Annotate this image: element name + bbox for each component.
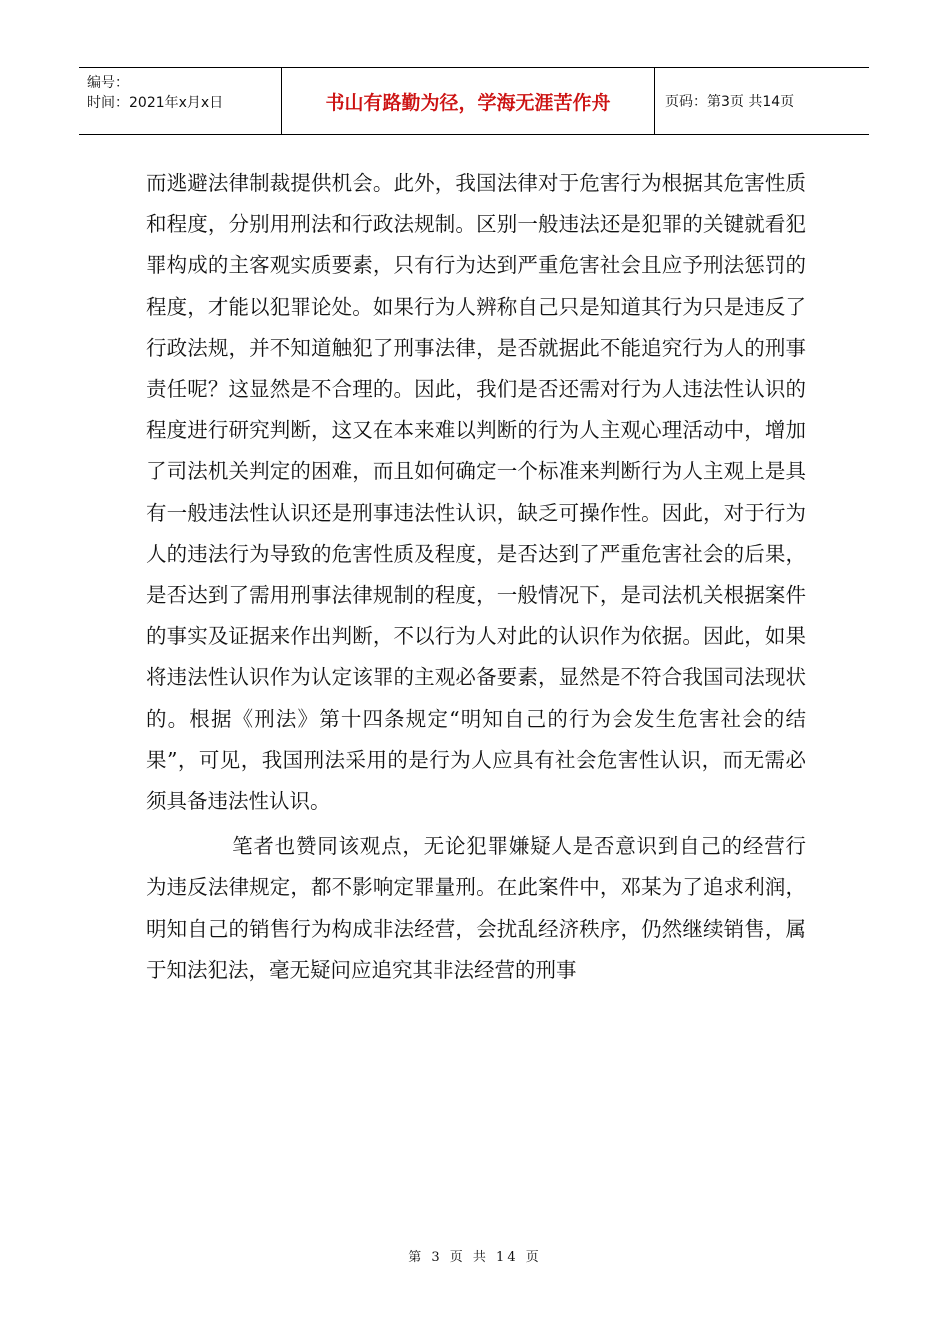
header-motto: 书山有路勤为径，学海无涯苦作舟 <box>282 68 655 134</box>
page-footer: 第 3 页 共 14 页 <box>408 1250 542 1265</box>
body-paragraph: 而逃避法律制裁提供机会。此外，我国法律对于危害行为根据其危害性质和程度，分别用刑法和行政法规制。区别一般违法还是犯罪的关键就看犯罪构成的主客观实质要素，只有行为达到严重危害社会且应予刑法惩罚的程度，才能以犯罪论处。如果行为人辨称自己只是知道其行为只是违反了行政法规，并不知道触犯了刑事法律，是否就据此不能追究行为人的刑事责任呢？这显然是不合理的。因此，我们是否还需对行为人违法性认识的程度进行研究判断，这又在本来难以判断的行为人主观心理活动中，增加了司法机关判定的困难，而且如何确定一个标准来判断行为人主观上是具有一般违法性认识还是刑事违法性认识，缺乏可操作性。因此，对于行为人的违法行为导致的危害性质及程度，是否达到了严重危害社会的后果，是否达到了需用刑事法律规制的程度，一般情况下，是司法机关根据案件的事实及证据来作出判断，不以行为人对此的认识作为依据。因此，如果将违法性认识作为认定该罪的主观必备要素，显然是不符合我国司法现状的。根据《刑法》第十四条规定“明知自己的行为会发生危害社会的结果”，可见，我国刑法采用的是行为人应具有社会危害性认识，而无需必须具备违法性认识。 <box>146 171 806 814</box>
header-page-number: 页码：第3页 共14页 <box>665 94 795 110</box>
page-header <box>79 67 869 135</box>
header-meta <box>79 68 282 134</box>
document-time: 时间：2021年x月x日 <box>87 95 224 111</box>
document-number: 编号： <box>87 75 129 91</box>
document-body <box>146 163 806 991</box>
body-paragraph: 笔者也赞同该观点，无论犯罪嫌疑人是否意识到自己的经营行为违反法律规定，都不影响定罪量刑。在此案件中，邓某为了追求利润，明知自己的销售行为构成非法经营，会扰乱经济秩序，仍然继续销售，属于知法犯法，毫无疑问应追究其非法经营的刑事 <box>146 834 806 982</box>
